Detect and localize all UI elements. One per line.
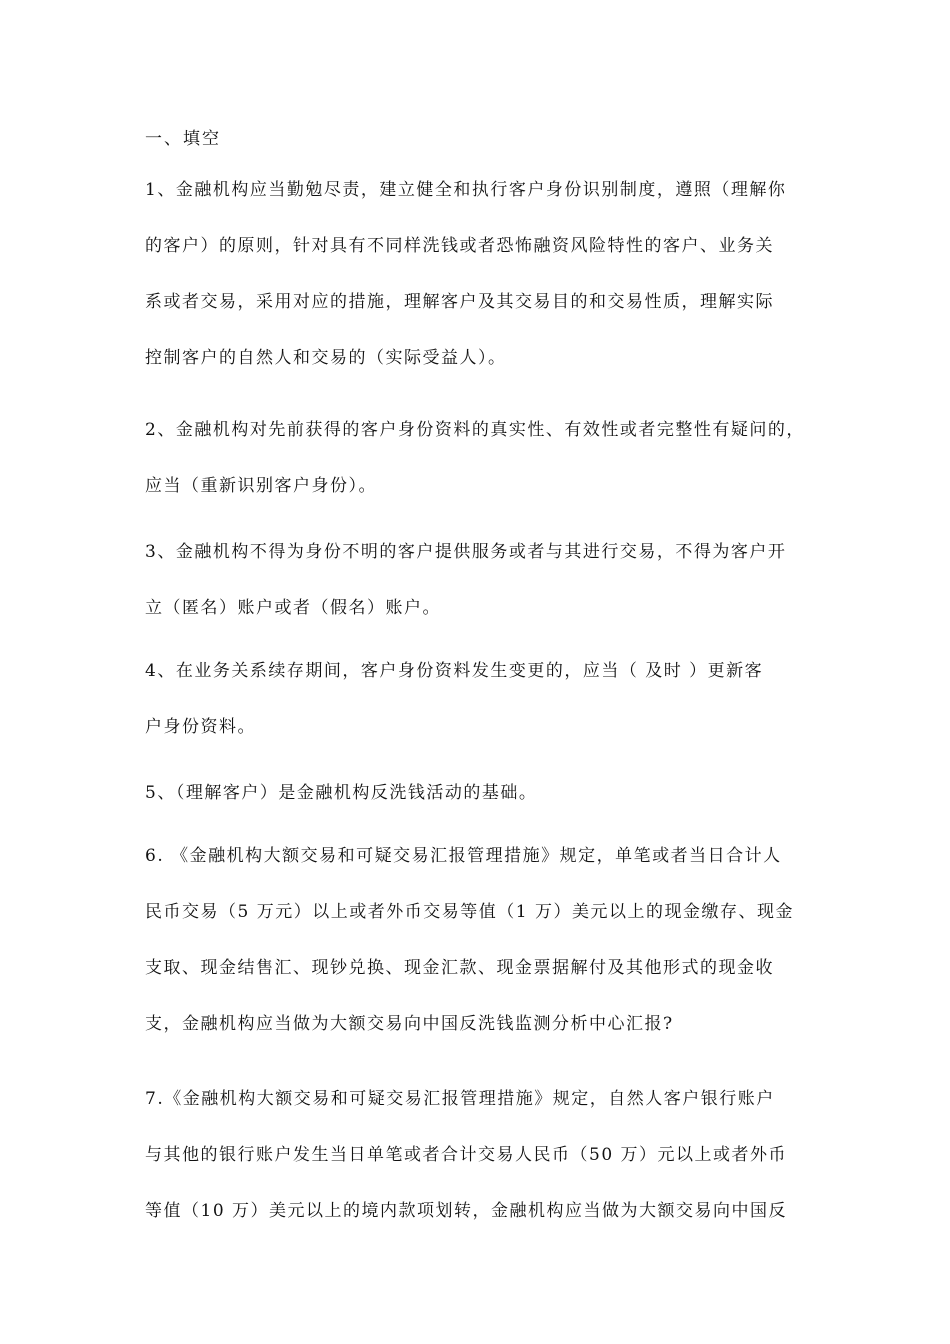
text-line: 系或者交易，采用对应的措施，理解客户及其交易目的和交易性质，理解实际 (145, 292, 774, 312)
text-line: 等值（10 万）美元以上的境内款项划转，金融机构应当做为大额交易向中国反 (145, 1201, 788, 1221)
text-line: 户身份资料。 (145, 717, 256, 737)
text-line: 应当（重新识别客户身份）。 (145, 476, 377, 496)
question-2 (145, 402, 835, 514)
text-line: 的客户）的原则，针对具有不同样洗钱或者恐怖融资风险特性的客户、业务关 (145, 236, 774, 256)
text-line: 控制客户的自然人和交易的（实际受益人）。 (145, 348, 507, 368)
text-line: 支取、现金结售汇、现钞兑换、现金汇款、现金票据解付及其他形式的现金收 (145, 958, 774, 978)
text-line: 民币交易（5 万元）以上或者外币交易等值（1 万）美元以上的现金缴存、现金 (145, 902, 794, 922)
text-line: 立（匿名）账户或者（假名）账户。 (145, 598, 441, 618)
question-1 (145, 162, 835, 386)
text-line: 支，金融机构应当做为大额交易向中国反洗钱监测分析中心汇报? (145, 1014, 674, 1034)
text-line: 与其他的银行账户发生当日单笔或者合计交易人民币（50 万）元以上或者外币 (145, 1145, 788, 1165)
question-7 (145, 1071, 835, 1239)
text-line: 3、金融机构不得为身份不明的客户提供服务或者与其进行交易，不得为客户开 (145, 542, 787, 562)
question-4 (145, 643, 835, 755)
text-line: 5、（理解客户）是金融机构反洗钱活动的基础。 (145, 783, 538, 803)
text-line: 1、金融机构应当勤勉尽责，建立健全和执行客户身份识别制度，遵照（理解你 (145, 180, 787, 200)
text-line: 2、金融机构对先前获得的客户身份资料的真实性、有效性或者完整性有疑问的， (145, 420, 805, 440)
text-line: 4、在业务关系续存期间，客户身份资料发生变更的，应当（ 及时 ）更新客 (145, 661, 764, 681)
question-6 (145, 828, 835, 1052)
section-heading: 一、填空 (145, 129, 221, 149)
text-line: 6. 《金融机构大额交易和可疑交易汇报管理措施》规定，单笔或者当日合计人 (145, 846, 782, 866)
question-5 (145, 765, 835, 821)
question-3 (145, 524, 835, 636)
text-line: 7.《金融机构大额交易和可疑交易汇报管理措施》规定，自然人客户银行账户 (145, 1089, 775, 1109)
